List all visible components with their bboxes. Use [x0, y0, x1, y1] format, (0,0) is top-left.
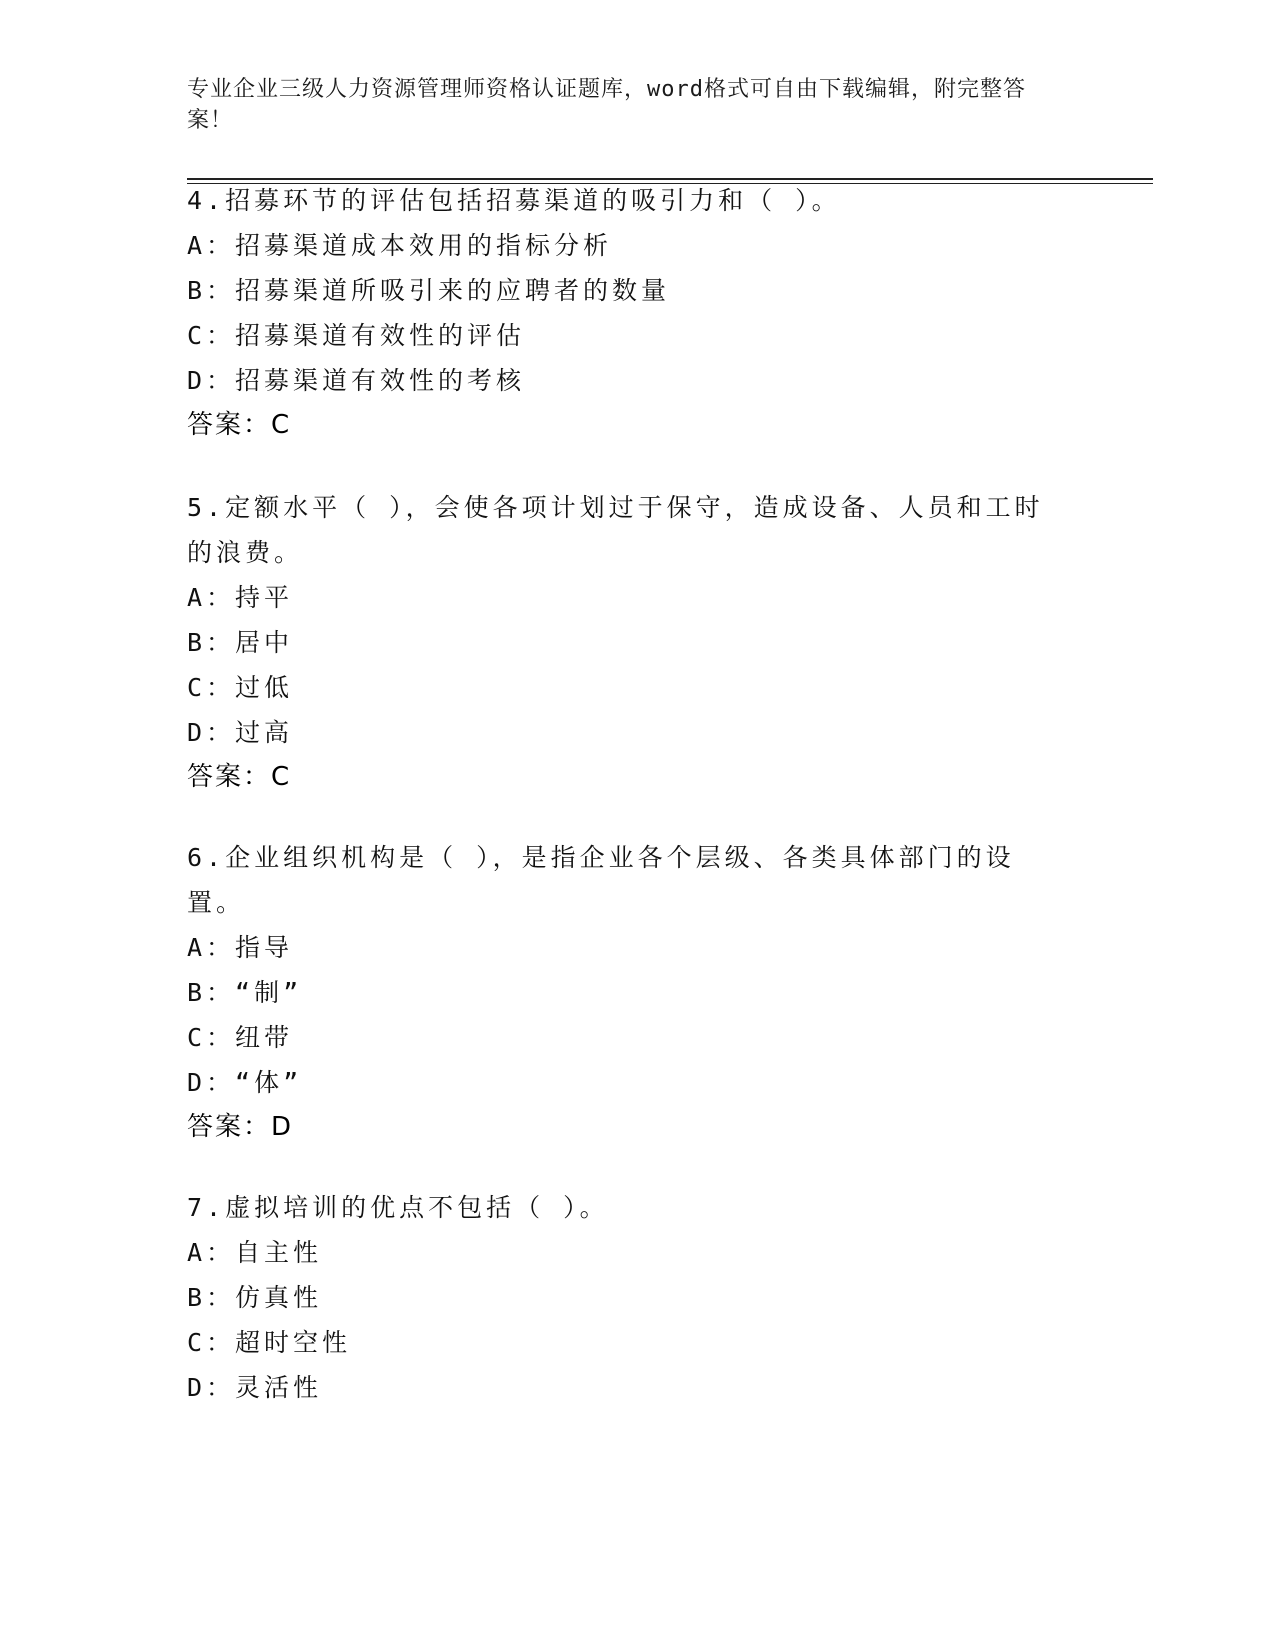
- option-d: D：招募渠道有效性的考核: [187, 366, 526, 395]
- document-header: 专业企业三级人力资源管理师资格认证题库，word格式可自由下载编辑，附完整答案！: [187, 77, 1026, 133]
- question-stem: 4.招募环节的评估包括招募渠道的吸引力和（ ）。: [187, 186, 841, 215]
- answer-line: 答案：C: [187, 410, 292, 440]
- answer-line: 答案：D: [187, 1112, 294, 1142]
- option-c: C：过低: [187, 673, 294, 702]
- option-c: C：超时空性: [187, 1328, 352, 1357]
- question-stem: 5.定额水平（ ），会使各项计划过于保守，造成设备、人员和工时的浪费。: [187, 493, 1044, 567]
- option-b: B：“制”: [187, 978, 303, 1007]
- option-a: A：自主性: [187, 1238, 323, 1267]
- option-b: B：招募渠道所吸引来的应聘者的数量: [187, 276, 671, 305]
- question-stem: 6.企业组织机构是（ ），是指企业各个层级、各类具体部门的设置。: [187, 843, 1015, 917]
- option-d: D：“体”: [187, 1068, 303, 1097]
- question-4: [187, 178, 1067, 448]
- option-d: D：过高: [187, 718, 294, 747]
- option-c: C：招募渠道有效性的评估: [187, 321, 526, 350]
- option-b: B：居中: [187, 628, 294, 657]
- option-a: A：指导: [187, 933, 294, 962]
- question-7: [187, 1185, 1067, 1410]
- option-c: C：纽带: [187, 1023, 294, 1052]
- answer-line: 答案：C: [187, 762, 292, 792]
- option-b: B：仿真性: [187, 1283, 323, 1312]
- option-a: A：招募渠道成本效用的指标分析: [187, 231, 613, 260]
- option-d: D：灵活性: [187, 1373, 323, 1402]
- option-a: A：持平: [187, 583, 294, 612]
- question-5: [187, 485, 1067, 800]
- question-stem: 7.虚拟培训的优点不包括（ ）。: [187, 1193, 609, 1222]
- question-6: [187, 835, 1067, 1150]
